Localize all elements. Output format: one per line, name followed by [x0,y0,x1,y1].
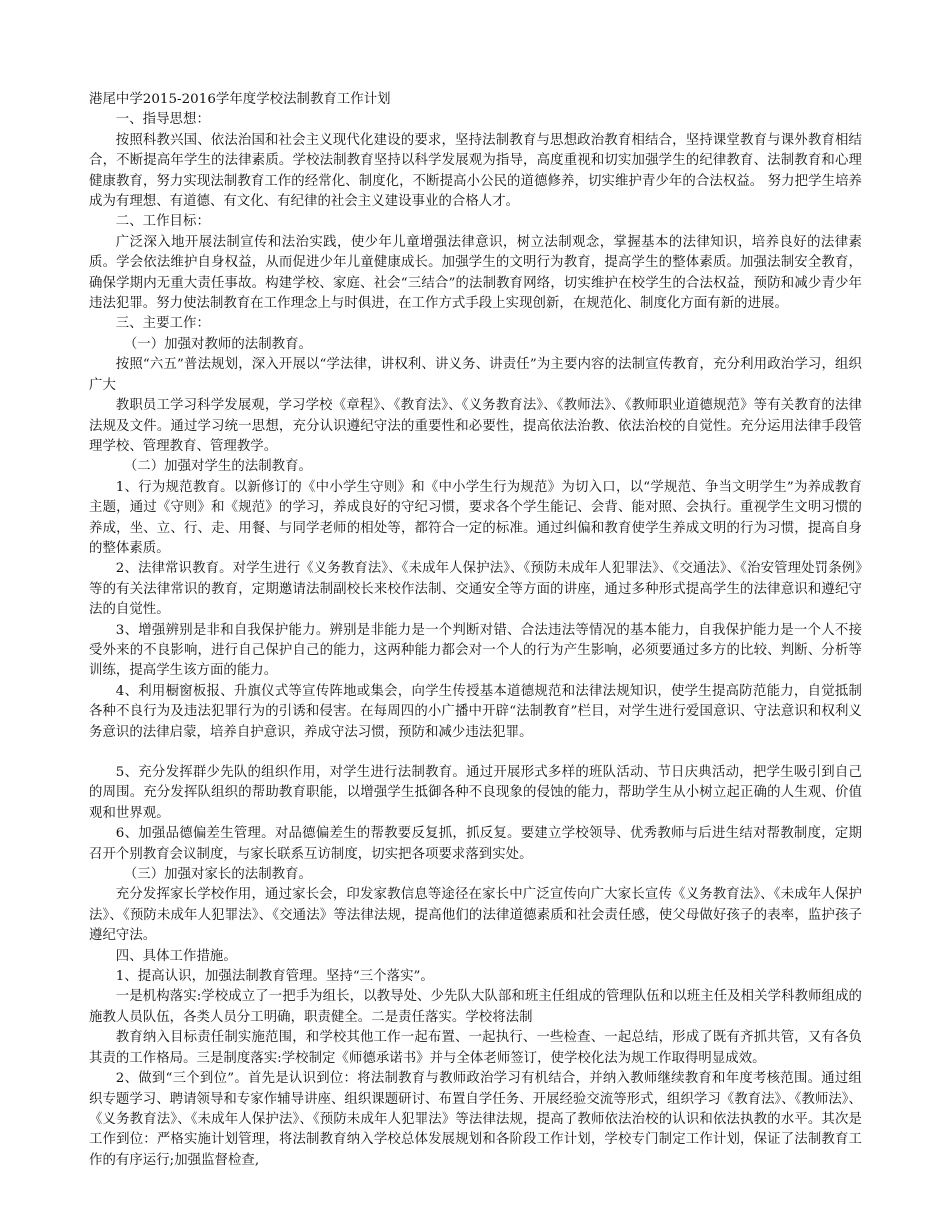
document-title: 港尾中学2015-2016学年度学校法制教育工作计划 [89,92,391,107]
section-3-sub-1-paragraph-2: 教职员工学习科学发展观，学习学校《章程》、《教育法》、《义务教育法》、《教师法》、《教师职业道德规范》等有关教育的法律法规及文件。通过学习统一思想，充分认识遵纪守法的重要性和必要性，提高依法治教、依法治校的自觉性。充分运用法律手段管理学校、管理教育、管理教学。 [89,398,862,454]
section-2-paragraph: 广泛深入地开展法制宣传和法治实践，使少年儿童增强法律意识，树立法制观念，掌握基本的法律知识，培养良好的法律素质。学会依法维护自身权益，从而促进少年儿童健康成长。加强学生的文明行为教育，提高学生的整体素质。加强法制安全教育，确保学期内无重大责任事故。构建学校、家庭、社会“三结合”的法制教育网络，切实维护在校学生的合法权益，预防和减少青少年违法犯罪。努力使法制教育在工作理念上与时俱进，在工作方式手段上实现创新，在规范化、制度化方面有新的进展。 [89,234,862,312]
section-3-sub-3-heading: （三）加强对家长的法制教育。 [123,867,312,883]
section-3-heading: 三、主要工作： [115,316,210,332]
section-3-sub-2-item-2: 2、法律常识教育。对学生进行《义务教育法》、《未成年人保护法》、《预防未成年人犯罪法》、《交通法》、《治安管理处罚条例》等的有关法律常识的教育，定期邀请法制副校长来校作法制、交通安全等方面的讲座，通过多种形式提高学生的法律意识和遵纪守法的自觉性。 [89,561,862,618]
section-4-paragraph-1: 1、提高认识，加强法制教育管理。坚持“三个落实”。 [115,969,434,985]
section-3-sub-1-paragraph-1: 按照“六五”普法规划，深入开展以“学法律，讲权利、讲义务、讲责任”为主要内容的法制宣传教育，充分利用政治学习，组织广大 [89,357,862,393]
section-3-sub-2-item-3: 3、增强辨别是非和自我保护能力。辨别是非能力是一个判断对错、合法违法等情况的基本能力，自我保护能力是一个人不接受外来的不良影响，进行自己保护自己的能力，这两种能力都会对一个人的行为产生影响，必须要通过多方的比较、判断、分析等训练，提高学生该方面的能力。 [89,622,862,679]
section-4-paragraph-4: 2、做到“三个到位”。首先是认识到位：将法制教育与教师政治学习有机结合，并纳入教师继续教育和年度考核范围。通过组织专题学习、聘请领导和专家作辅导讲座、组织课题研讨、布置自学任务、开展经验交流等形式，组织学习《教育法》、《教师法》、《义务教育法》、《未成年人保护法》、《预防未成年人犯罪法》等法律法规，提高了教师依法治校的认识和依法执教的水平。其次是工作到位：严格实施计划管理，将法制教育纳入学校总体发展规划和各阶段工作计划，学校专门制定工作计划，保证了法制教育工作的有序运行;加强监督检查, [89,1071,862,1168]
section-3-sub-3-paragraph: 充分发挥家长学校作用，通过家长会，印发家教信息等途径在家长中广泛宣传向广大家长宣传《义务教育法》、《未成年人保护法》、《预防未成年人犯罪法》、《交通法》等法律法规，提高他们的法律道德素质和社会责任感，使父母做好孩子的表率，监护孩子遵纪守法。 [89,887,862,944]
section-3-sub-2-item-5: 5、充分发挥群少先队的组织作用，对学生进行法制教育。通过开展形式多样的班队活动、节日庆典活动，把学生吸引到自己的周围。充分发挥队组织的帮助教育职能，以增强学生抵御各种不良现象的侵蚀的能力，帮助学生从小树立起正确的人生观、价值观和世界观。 [89,765,862,821]
section-3-sub-2-item-6: 6、加强品德偏差生管理。对品德偏差生的帮教要反复抓，抓反复。要建立学校领导、优秀教师与后进生结对帮教制度，定期召开个别教育会议制度，与家长联系互访制度，切实把各项要求落到实处。 [89,826,862,862]
section-3-sub-2-item-4: 4、利用橱窗板报、升旗仪式等宣传阵地或集会，向学生传授基本道德规范和法律法规知识，使学生提高防范能力，自觉抵制各种不良行为及违法犯罪行为的引诱和侵害。在每周四的小广播中开辟“法制教育”栏目，对学生进行爱国意识、守法意识和权利义务意识的法律启蒙，培养自护意识，养成守法习惯，预防和减少违法犯罪。 [89,683,862,740]
section-4-heading: 四、具体工作措施。 [115,948,237,964]
section-3-sub-1-heading: （一）加强对教师的法制教育。 [123,336,312,352]
section-3-sub-2-heading: （二）加强对学生的法制教育。 [123,459,312,475]
section-1-paragraph: 按照科教兴国、依法治国和社会主义现代化建设的要求，坚持法制教育与思想政治教育相结合，坚持课堂教育与课外教育相结合，不断提高年学生的法律素质。学校法制教育坚持以科学发展观为指导，高度重视和切实加强学生的纪律教育、法制教育和心理健康教育，努力实现法制教育工作的经常化、制度化，不断提高小公民的道德修养，切实维护青少年的合法权益。 努力把学生培养成为有理想、有道德、有文化、有纪律的社会主义建设事业的合格人才。 [89,132,862,210]
section-3-sub-2-item-1: 1、行为规范教育。以新修订的《中小学生守则》和《中小学生行为规范》为切入口，以“学规范、争当文明学生”为养成教育主题，通过《守则》和《规范》的学习，养成良好的守纪习惯，要求各个学生能记、会背、能对照、会执行。重视学生文明习惯的养成，坐、立、行、走、用餐、与同学老师的相处等，都符合一定的标准。通过纠偏和教育使学生养成文明的行为习惯，提高自身的整体素质。 [89,479,862,556]
section-4-paragraph-3: 教育纳入目标责任制实施范围，和学校其他工作一起布置、一起执行、一些检查、一起总结，形成了既有齐抓共管，又有各负其责的工作格局。三是制度落实:学校制定《师德承诺书》并与全体老师签订，使学校化法为规工作取得明显成效。 [89,1030,862,1066]
section-2-heading: 二、工作目标： [115,214,210,230]
section-1-heading: 一、指导思想： [115,112,210,128]
blank-line [89,743,862,763]
section-4-paragraph-2: 一是机构落实:学校成立了一把手为组长，以教导处、少先队大队部和班主任组成的管理队伍和以班主任及相关学科教师组成的施教人员队伍，各类人员分工明确，职责健全。二是责任落实。学校将法制 [89,989,862,1025]
